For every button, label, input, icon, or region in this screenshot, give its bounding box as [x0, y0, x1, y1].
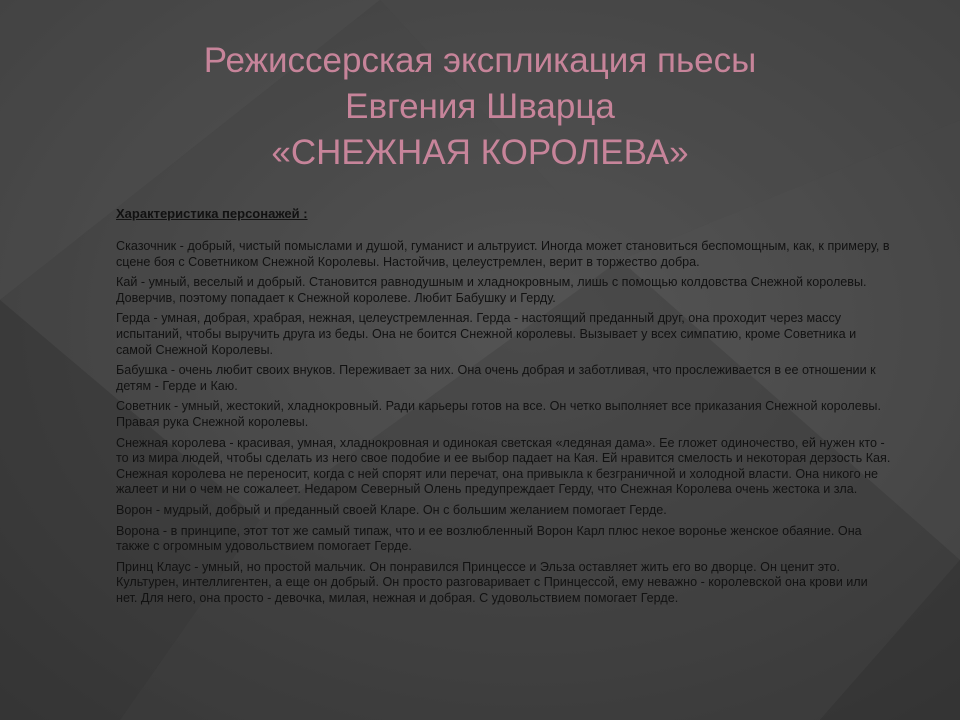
title-line-1: Режиссерская экспликация пьесы [203, 41, 757, 80]
slide-title [100, 38, 860, 176]
section-heading: Характеристика персонажей : [116, 206, 308, 221]
paragraph-kai: Кай - умный, веселый и добрый. Становится равнодушным и хладнокровным, лишь с помощью колдовства Снежной королевы. Доверчив, поэтому попадает к Снежной королеве. Любит Бабушку и Герду. [116, 275, 867, 305]
paragraph-snow-queen: Снежная королева - красивая, умная, хладнокровная и одинокая светская «ледяная дама». Ее гложет одиночество, ей нужен кто - то из мира людей, чтобы сделать из него свое подобие и ее выбор падает на Кая. Ей нравится смелость и некоторая дерзость Кая. Снежная королева не переносит, когда с ней спорят или перечат, она привыкла к безграничной и холодной власти. Она никого не жалеет и ни о чем не сожалеет. Недаром Северный Олень предупреждает Герду, что Снежная Королева очень жестока и зла. [116, 435, 891, 497]
paragraph-prince-klaus: Принц Клаус - умный, но простой мальчик. Он понравился Принцессе и Эльза оставляет жить его во дворце. Он ценит это. Культурен, интеллигентен, а еще он добрый. Он просто разговаривает с Принцессой, ему неважно - королевской она крови или нет. Для него, она просто - девочка, милая, нежная и добрая. С удовольствием помогает Герде. [116, 559, 868, 605]
paragraph-crow: Ворона - в принципе, этот тот же самый типаж, что и ее возлюбленный Ворон Карл плюс некое воронье женское обаяние. Она также с огромным удовольствием помогает Герде. [116, 523, 862, 554]
slide-body [116, 206, 891, 611]
title-line-2: Евгения Шварца [345, 87, 615, 126]
paragraph-grandmother: Бабушка - очень любит своих внуков. Переживает за них. Она очень добрая и заботливая, что прослеживается в ее отношении к детям - Герде и Каю. [116, 363, 876, 393]
paragraph-storyteller: Сказочник - добрый, чистый помыслами и душой, гуманист и альтруист. Иногда может становиться беспомощным, как, к примеру, в сцене боя с Советником Снежной Королевы. Настойчив, целеустремлен, верит в торжество добра. [116, 239, 890, 269]
paragraph-gerda: Герда - умная, добрая, храбрая, нежная, целеустремленная. Герда - настоящий преданный друг, она проходит через массу испытаний, чтобы выручить друга из беды. Она не боится Снежной королевы. Вызывает у всех симпатию, кроме Советника и самой Снежной Королевы. [116, 311, 857, 357]
title-line-3: «СНЕЖНАЯ КОРОЛЕВА» [271, 133, 689, 172]
paragraph-advisor: Советник - умный, жестокий, хладнокровный. Ради карьеры готов на все. Он четко выполняет все приказания Снежной королевы. Правая рука Снежной королевы. [116, 399, 881, 429]
paragraph-raven: Ворон - мудрый, добрый и преданный своей Кларе. Он с большим желанием помогает Герде. [116, 502, 667, 517]
